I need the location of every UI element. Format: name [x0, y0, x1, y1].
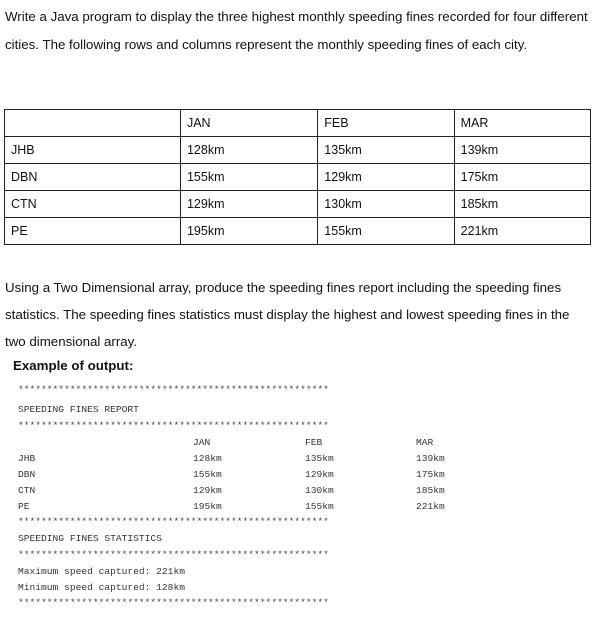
table-row — [5, 191, 591, 218]
console-header-feb: FEB — [305, 437, 323, 448]
console-row-value: 128km — [193, 453, 222, 464]
console-row-value: 155km — [193, 469, 222, 480]
example-label: Example of output: — [13, 358, 134, 373]
table-row — [5, 164, 591, 191]
console-row-value: 155km — [305, 501, 334, 512]
console-row-value: 221km — [416, 501, 445, 512]
table-cell: 155km — [180, 164, 317, 191]
console-row-city: CTN — [18, 485, 36, 496]
table-header-cell: FEB — [318, 110, 454, 137]
table-header-row — [5, 110, 591, 137]
console-row-value: 130km — [305, 485, 334, 496]
table-row — [5, 137, 591, 164]
console-row-value: 185km — [416, 485, 445, 496]
table-cell: 128km — [180, 137, 317, 164]
console-star-divider: ****************************************************** — [18, 384, 329, 395]
console-star-divider: ****************************************************** — [18, 420, 329, 431]
table-header-cell — [5, 110, 181, 137]
console-row-value: 139km — [416, 453, 445, 464]
table-cell: 130km — [318, 191, 454, 218]
table-row — [5, 218, 591, 245]
console-row-value: 129km — [305, 469, 334, 480]
table-cell: 221km — [454, 218, 590, 245]
console-stats-title: SPEEDING FINES STATISTICS — [18, 533, 162, 544]
console-star-divider: ****************************************************** — [18, 516, 329, 527]
console-max-line: Maximum speed captured: 221km — [18, 566, 185, 577]
console-row-value: 135km — [305, 453, 334, 464]
table-cell: DBN — [5, 164, 181, 191]
table-header-cell: JAN — [180, 110, 317, 137]
table-header-cell: MAR — [454, 110, 590, 137]
console-star-divider: ****************************************************** — [18, 549, 329, 560]
console-row-value: 195km — [193, 501, 222, 512]
table-cell: 185km — [454, 191, 590, 218]
console-header-mar: MAR — [416, 437, 434, 448]
table-cell: 129km — [180, 191, 317, 218]
console-min-line: Minimum speed captured: 128km — [18, 582, 185, 593]
table-cell: JHB — [5, 137, 181, 164]
console-row-city: DBN — [18, 469, 36, 480]
table-cell: 139km — [454, 137, 590, 164]
console-report-title: SPEEDING FINES REPORT — [18, 404, 139, 415]
table-cell: 155km — [318, 218, 454, 245]
instructions-paragraph: Using a Two Dimensional array, produce the speeding fines report including the speeding fines statistics. The speeding fines statistics must display the highest and lowest speeding fines in the two dimensional array. — [5, 280, 570, 349]
console-row-value: 129km — [193, 485, 222, 496]
speeding-fines-table — [4, 109, 591, 245]
console-star-divider: ****************************************************** — [18, 597, 329, 608]
table-cell: 195km — [180, 218, 317, 245]
intro-text: Write a Java program to display the three highest monthly speeding fines recorded for four different cities. The following rows and columns represent the monthly speeding fines of each city. — [5, 9, 588, 52]
console-header-jan: JAN — [193, 437, 211, 448]
console-row-city: PE — [18, 501, 30, 512]
table-cell: PE — [5, 218, 181, 245]
table-cell: 175km — [454, 164, 590, 191]
console-row-city: JHB — [18, 453, 36, 464]
table-cell: 129km — [318, 164, 454, 191]
table-cell: CTN — [5, 191, 181, 218]
console-row-value: 175km — [416, 469, 445, 480]
table-cell: 135km — [318, 137, 454, 164]
